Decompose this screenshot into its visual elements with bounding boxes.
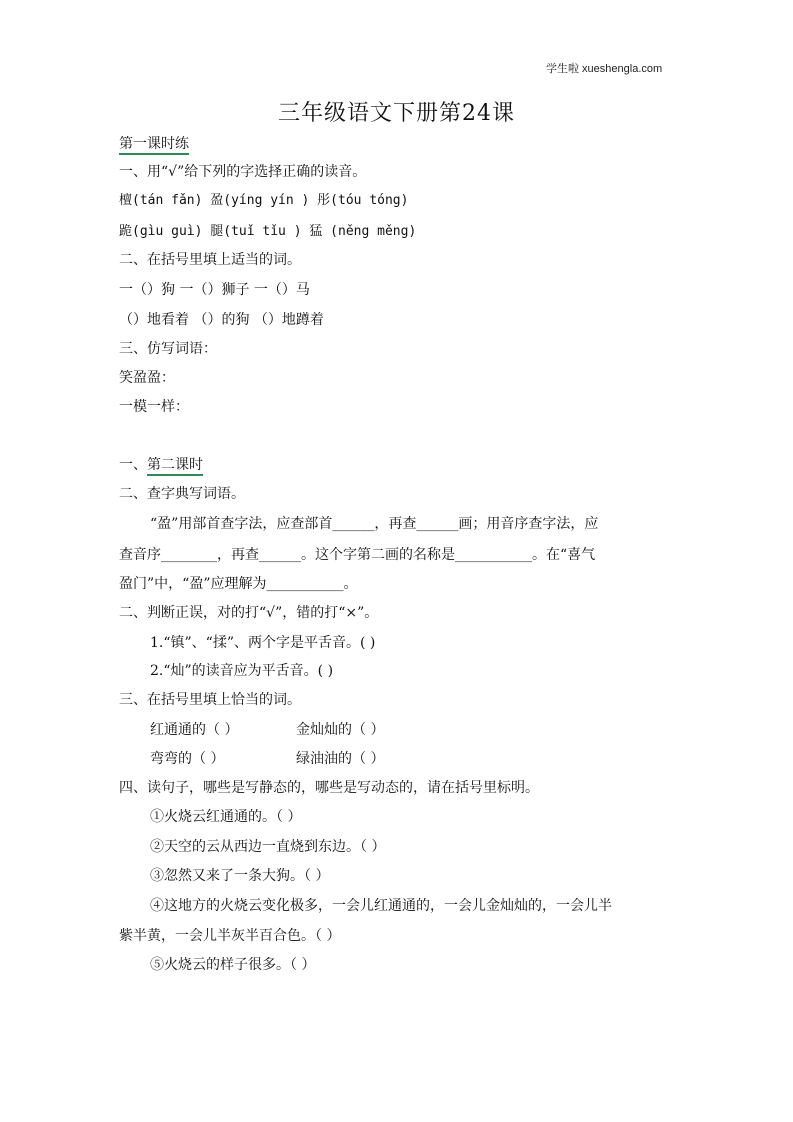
l1-q3-row1: 笑盈盈：	[119, 370, 175, 386]
l1-q3-prompt: 三、仿写词语：	[119, 341, 217, 357]
l2-q2-prompt: 二、判断正误，对的打“√”，错的打“×”。	[119, 605, 379, 621]
l2-q3-row2-b: 绿油油的（ ）	[296, 751, 385, 767]
l2-q1-line2: 查音序________，再查______。这个字第二画的名称是___________。在“喜气	[119, 547, 596, 563]
l1-q1-row2: 跪(gìu guì) 腿(tuǐ tǐu ) 猛 (něng měng)	[119, 224, 417, 239]
l2-q3-prompt: 三、在括号里填上恰当的词。	[119, 692, 301, 708]
l1-q1-prompt: 一、用“√”给下列的字选择正确的读音。	[119, 164, 367, 180]
l1-q3-row2: 一模一样：	[119, 399, 189, 415]
l2-q1-line1: “盈”用部首查字法，应查部首______，再查______画；用音序查字法，应	[150, 516, 599, 532]
l2-q4-s4-line1: ④这地方的火烧云变化极多，一会儿红通通的，一会儿金灿灿的，一会儿半	[150, 898, 612, 914]
l2-q3-row2-a: 弯弯的（ ）	[150, 751, 225, 767]
l2-q4-s4-line2: 紫半黄，一会儿半灰半百合色。（ ）	[119, 928, 341, 944]
l2-q4-s2: ②天空的云从西边一直烧到东边。（ ）	[150, 839, 386, 855]
l2-q4-s5: ⑤火烧云的样子很多。（ ）	[150, 957, 316, 973]
l2-q3-row1-a: 红通通的（ ）	[150, 722, 239, 738]
site-watermark: 学生啦 xueshengla.com	[546, 63, 663, 75]
l1-q2-row1: 一（）狗 一（）狮子 一（）马	[119, 282, 310, 298]
l2-q2-item1: 1.“镇”、“揉”、两个字是平舌音。( )	[150, 635, 376, 651]
l1-q2-row2: （）地看着 （）的狗 （）地蹲着	[119, 312, 324, 328]
l2-q2-item2: 2.“灿”的读音应为平舌音。( )	[150, 663, 334, 679]
l2-q4-prompt: 四、读句子，哪些是写静态的，哪些是写动态的，请在括号里标明。	[119, 780, 539, 796]
page-title: 三年级语文下册第24课	[278, 101, 515, 126]
lesson1-heading-text: 第一课时练	[119, 136, 189, 155]
l2-q4-s1: ①火烧云红通通的。（ ）	[150, 809, 302, 825]
l2-q1-line3: 盈门”中，“盈”应理解为___________。	[119, 576, 358, 592]
lesson1-heading	[119, 134, 189, 154]
l2-q3-row1-b: 金灿灿的（ ）	[296, 722, 385, 738]
lesson2-heading-text: 第二课时	[147, 457, 203, 476]
l2-q4-s3: ③忽然又来了一条大狗。（ ）	[150, 868, 330, 884]
lesson2-heading	[119, 455, 203, 475]
lesson2-heading-prefix: 一、	[119, 457, 147, 473]
l1-q2-prompt: 二、在括号里填上适当的词。	[119, 252, 301, 268]
l1-q1-row1: 檀(tán fǎn) 盈(yíng yín ) 彤(tóu tóng)	[119, 193, 409, 208]
l2-q1-prompt: 二、查字典写词语。	[119, 486, 245, 502]
